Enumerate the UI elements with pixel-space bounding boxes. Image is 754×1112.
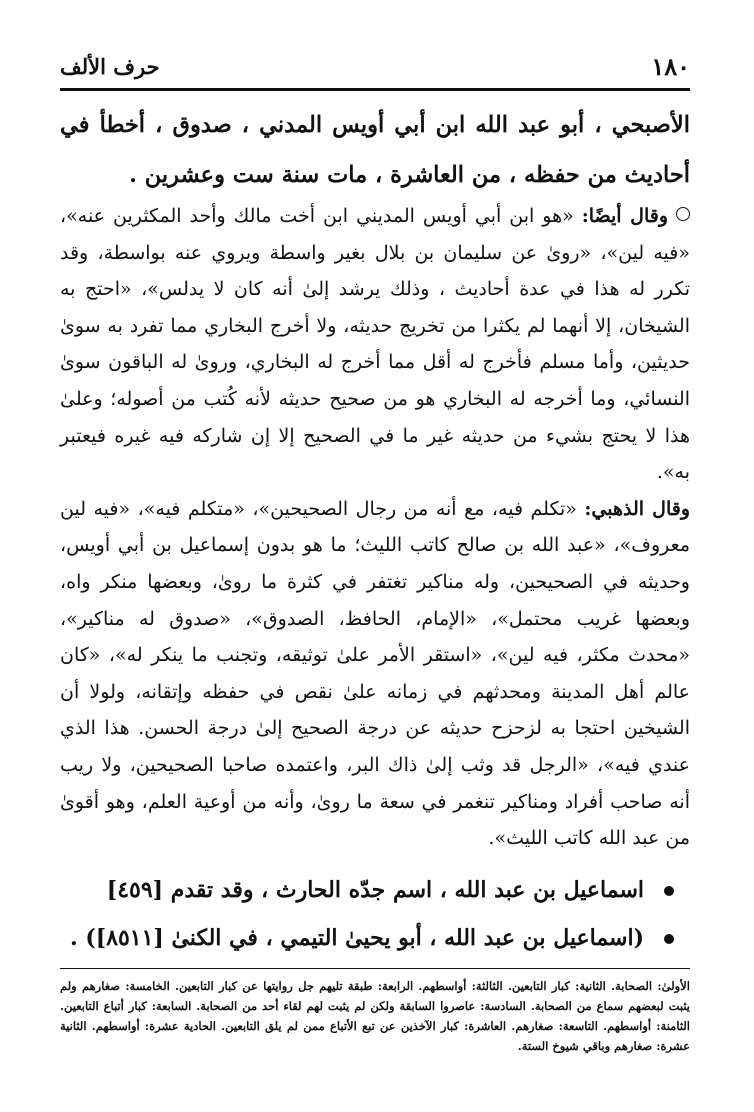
paragraph-ibn-hajar bbox=[60, 198, 690, 491]
paragraph-lead: وقال أيضًا: bbox=[581, 205, 668, 227]
paragraph-text: «هو ابن أبي أويس المديني ابن أخت مالك وأحد المكثرين عنه»، «فيه لين»، «روىٰ عن سليمان بن بلال بغير واسطة ويروي عنه بواسطة، وقد تكرر له هذا في عدة أحاديث ، وذلك يرشد إلىٰ أنه كان لا يدلس»، «احتج به الشيخان، إلا أنهما لم يكثرا من تخريج حديثه، ولا أخرج البخاري مما تفرد به سوىٰ حديثين، وأما مسلم فأخرج له أقل مما أخرج له البخاري، وروىٰ له الباقون سوىٰ النسائي، وما أخرجه له البخاري هو من صحيح حديثه لأنه كُتب من أصوله؛ وعلىٰ هذا لا يحتج بشيء من حديثه غير ما في الصحيح إلا إن شاركه فيه غيره فيعتبر به». bbox=[60, 205, 690, 484]
paragraph-dhahabi bbox=[60, 491, 690, 857]
commentary-body bbox=[60, 198, 690, 857]
list-item bbox=[60, 914, 690, 962]
chapter-title: حرف الألف bbox=[60, 54, 160, 79]
list-item bbox=[60, 866, 690, 914]
entry-heading: الأصبحي ، أبو عبد الله ابن أبي أويس المدني ، صدوق ، أخطأ في أحاديث من حفظه ، من العاشرة ، مات سنة ست وعشرين . bbox=[60, 112, 690, 188]
related-entries bbox=[60, 866, 690, 962]
bullet-dot-icon bbox=[664, 886, 674, 896]
circle-marker-icon bbox=[676, 207, 690, 221]
footnote-text: الأولىٰ: الصحابة. الثانية: كبار التابعين. الثالثة: أواسطهم. الرابعة: طبقة تليهم جل روايتها عن كبار التابعين. الخامسة: صغارهم ولم يثبت لبعضهم سماع من الصحابة. السادسة: عاصروا السابقة ولكن لم يثبت لهم لقاء أحد من الصحابة. السابعة: كبار أتباع التابعين. الثامنة: أواسطهم. التاسعة: صغارهم. العاشرة: كبار الآخذين عن تبع الأتباع ممن لم يلق التابعين. الحادية عشرة: أواسطهم. الثانية عشرة: صغارهم وباقي شيوخ الستة. bbox=[60, 979, 690, 1053]
page-header bbox=[60, 52, 690, 92]
list-item-text: اسماعيل بن عبد الله ، اسم جدّه الحارث ، وقد تقدم [٤٥٩] bbox=[106, 877, 644, 903]
page-number: ١٨٠ bbox=[651, 52, 690, 81]
paragraph-text: «تكلم فيه، مع أنه من رجال الصحيحين»، «متكلم فيه»، «فيه لين معروف»، «عبد الله بن صالح كاتب الليث؛ ما هو بدون إسماعيل بن أبي أويس، وحديثه في الصحيحين، وله مناكير تغتفر في كثرة ما روىٰ، وبعضها منكر واه، وبعضها غريب محتمل»، «الإمام، الحافظ، الصدوق»، «صدوق له مناكير»، «محدث مكثر، فيه لين»، «استقر الأمر علىٰ توثيقه، وتجنب ما ينكر له»، «كان عالم أهل المدينة ومحدثهم في زمانه علىٰ نقص في حفظه وإتقانه، ولولا أن الشيخين احتجا به لزحزح حديثه عن درجة الصحيح إلىٰ درجة الحسن. هذا الذي عندي فيه»، «الرجل قد وثب إلىٰ ذاك البر، واعتمده صاحبا الصحيحين، ولا ريب أنه صاحب أفراد ومناكير تنغمر في سعة ما روىٰ، وأنه من أوعية العلم، وهو أقوىٰ من عبد الله كاتب الليث». bbox=[60, 497, 690, 850]
list-item-text: (اسماعيل بن عبد الله ، أبو يحيىٰ التيمي ، في الكنىٰ [٨٥١١]) . bbox=[70, 925, 644, 951]
bullet-dot-icon bbox=[664, 934, 674, 944]
footnote-divider bbox=[60, 968, 690, 969]
header-divider bbox=[60, 88, 690, 91]
paragraph-lead: وقال الذهبي: bbox=[584, 497, 690, 520]
